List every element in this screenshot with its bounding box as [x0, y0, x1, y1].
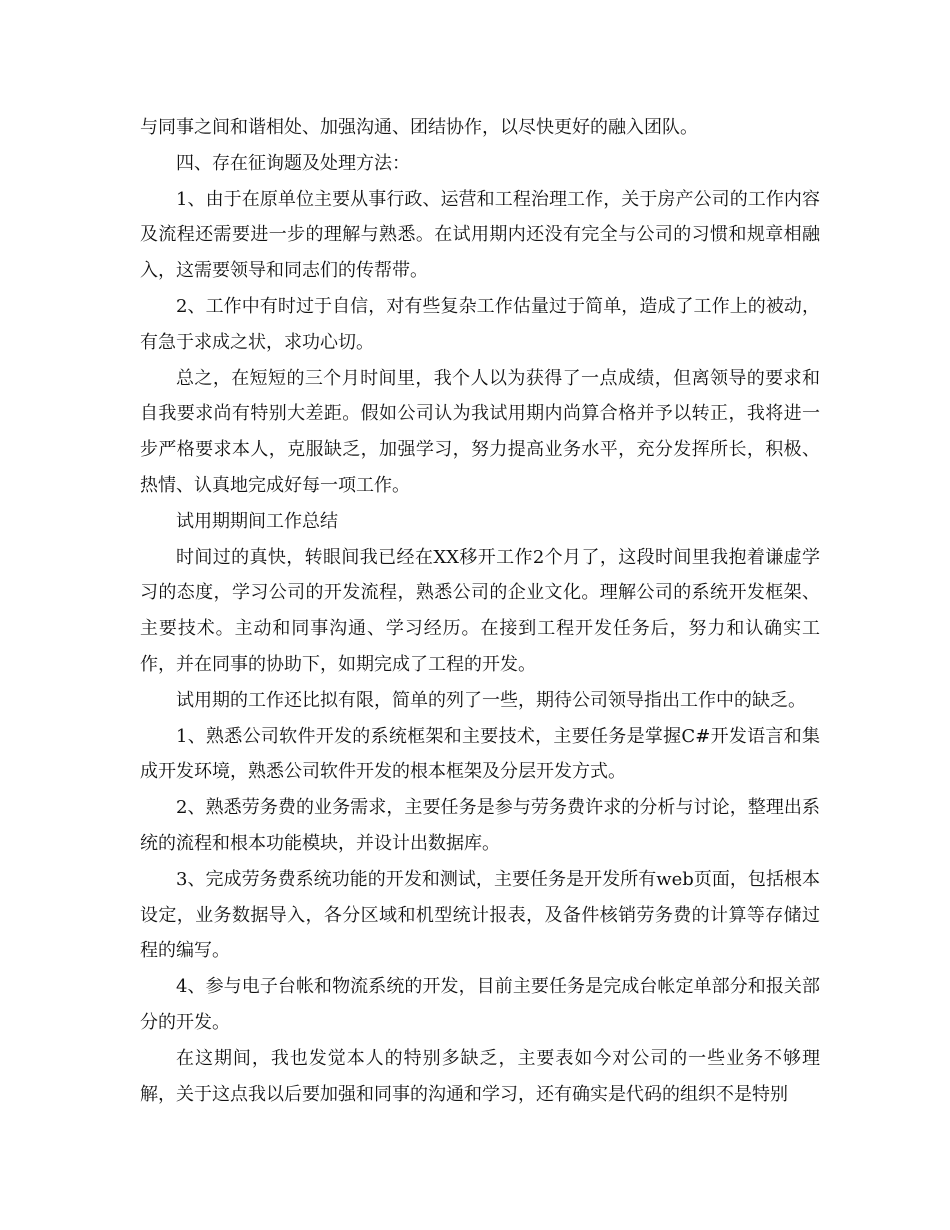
paragraph-continuation: 与同事之间和谐相处、加强沟通、团结协作，以尽快更好的融入团队。: [140, 117, 698, 138]
paragraph-item-4: 4、参与电子台帐和物流系统的开发，目前主要任务是完成台帐定单部分和报关部分的开发。: [140, 976, 820, 1033]
section-title-summary: 试用期期间工作总结: [176, 510, 338, 532]
paragraph-item-2: 2、熟悉劳务费的业务需求，主要任务是参与劳务费许求的分析与讨论，整理出系统的流程和根本功能模块，并设计出数据库。: [140, 797, 820, 854]
paragraph-item-1: 1、熟悉公司软件开发的系统框架和主要技术，主要任务是掌握C#开发语言和集成开发环境，熟悉公司软件开发的根本框架及分层开发方式。: [140, 725, 820, 783]
paragraph-conclusion: 总之，在短短的三个月时间里，我个人以为获得了一点成绩，但离领导的要求和自我要求尚有特别大差距。假如公司认为我试用期内尚算合格并予以转正，我将进一步严格要求本人，克服缺乏，加强学习，努力提高业务水平，充分发挥所长，积极、热情、认真地完成好每一项工作。: [140, 367, 820, 496]
document-body: [140, 110, 820, 1112]
paragraph-problem-1: 1、由于在原单位主要从事行政、运营和工程治理工作，关于房产公司的工作内容及流程还需要进一步的理解与熟悉。在试用期内还没有完全与公司的习惯和规章相融入，这需要领导和同志们的传帮带。: [140, 188, 820, 282]
paragraph-list-intro: 试用期的工作还比拟有限，简单的列了一些，期待公司领导指出工作中的缺乏。: [176, 689, 806, 711]
paragraph-item-3: 3、完成劳务费系统功能的开发和测试，主要任务是开发所有web页面，包括根本设定，业务数据导入，各分区域和机型统计报表，及备件核销劳务费的计算等存储过程的编写。: [140, 868, 820, 962]
paragraph-problem-2: 2、工作中有时过于自信，对有些复杂工作估量过于简单，造成了工作上的被动，有急于求成之状，求功心切。: [140, 295, 820, 353]
section-heading-problems: 四、存在征询题及处理方法：: [176, 152, 410, 174]
paragraph-intro: 时间过的真快，转眼间我已经在XX移开工作2个月了，这段时间里我抱着谦虚学习的态度，学习公司的开发流程，熟悉公司的企业文化。理解公司的系统开发框架、主要技术。主动和同事沟通、学习经历。在接到工程开发任务后，努力和认确实工作，并在同事的协助下，如期完成了工程的开发。: [140, 546, 820, 675]
paragraph-reflection: 在这期间，我也发觉本人的特别多缺乏，主要表如今对公司的一些业务不够理解，关于这点我以后要加强和同事的沟通和学习，还有确实是代码的组织不是特别: [140, 1047, 820, 1105]
